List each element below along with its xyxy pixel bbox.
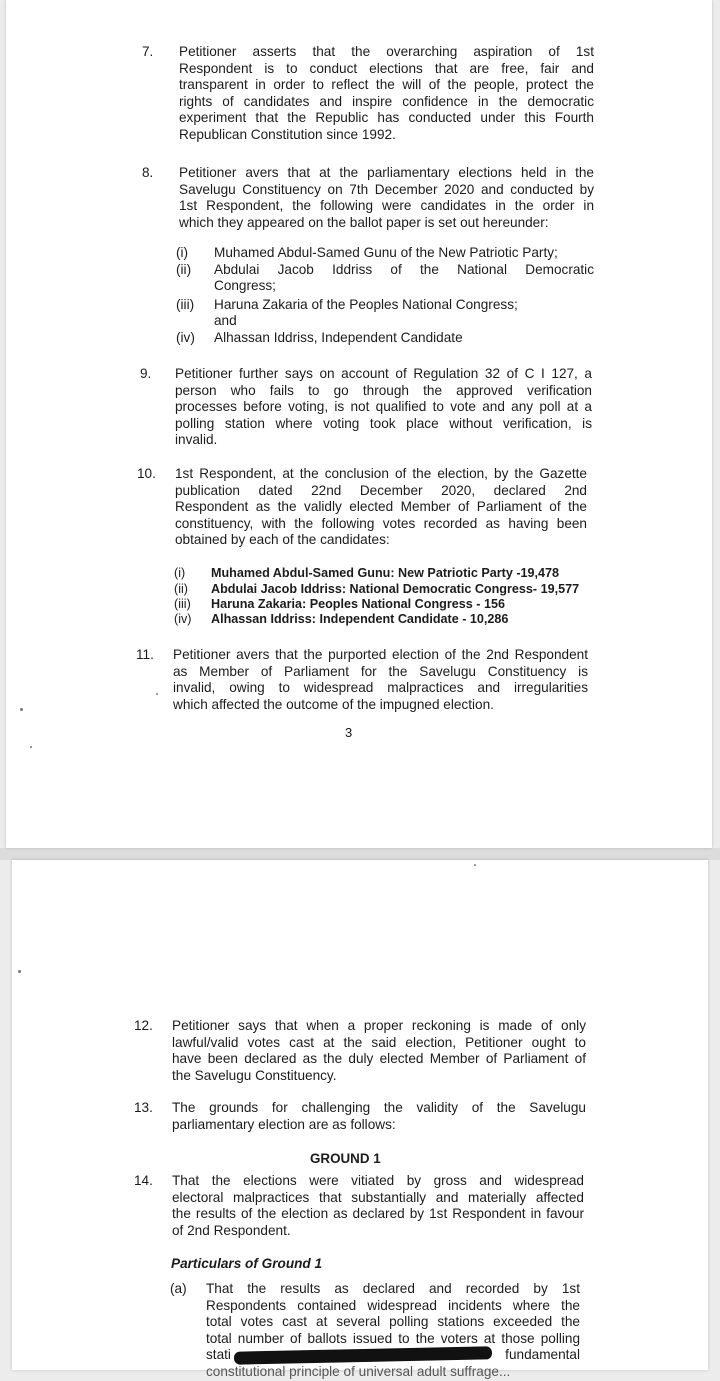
page-number: 3 <box>345 725 353 740</box>
text-line: Savelugu Constituency on 7th December 2020 and conducted by <box>179 181 594 197</box>
document-page-4 <box>12 860 708 1379</box>
list-item-text <box>214 330 594 346</box>
paragraph-text <box>175 466 587 549</box>
text-fragment: stati <box>206 1347 231 1363</box>
paragraph-number: 7. <box>142 44 154 59</box>
paragraph-number: 9. <box>140 366 152 381</box>
text-line: have been declared as the duly elected Member of Parliament of <box>172 1051 586 1067</box>
page-gap <box>0 848 720 860</box>
list-item-text <box>214 297 594 330</box>
text-line: Muhamed Abdul-Samed Gunu of the New Patriotic Party; <box>214 245 558 260</box>
text-line: obtained by each of the candidates: <box>175 532 390 548</box>
scan-speck <box>30 746 32 748</box>
text-line: processes before voting, is not qualified to vote and any poll at a <box>175 399 592 415</box>
list-marker: (iii) <box>174 597 191 611</box>
text-line: polling station where voting took place without verification, is <box>175 415 592 431</box>
text-line: Respondents contained widespread incidents where the <box>206 1297 580 1313</box>
text-line: constituency, with the following votes recorded as having been <box>175 515 587 531</box>
text-line: total votes cast at several polling stations exceeded the <box>206 1314 580 1330</box>
text-line: 1st Respondent, at the conclusion of the election, by the Gazette <box>175 466 587 481</box>
list-marker: (ii) <box>176 262 192 277</box>
paragraph-text <box>172 1100 586 1133</box>
text-line: Muhamed Abdul-Samed Gunu: New Patriotic Party -19,478 <box>211 566 560 580</box>
paragraph-text <box>206 1281 580 1381</box>
list-marker: (ii) <box>174 582 188 596</box>
list-marker: (i) <box>176 245 189 260</box>
text-line: the Savelugu Constituency. <box>172 1067 337 1083</box>
text-line: parliamentary election are as follows: <box>172 1116 396 1132</box>
text-line: Respondent is to conduct elections that are free, fair and <box>179 60 594 76</box>
text-line: invalid, owing to widespread malpractices and irregularities <box>173 680 588 696</box>
text-line: Abdulai Jacob Iddriss of the National Democratic <box>214 262 594 277</box>
paragraph-text <box>179 165 594 231</box>
document-page-3 <box>6 0 712 848</box>
text-line: Haruna Zakaria: Peoples National Congress - 156 <box>211 597 505 611</box>
text-line: Petitioner asserts that the overarching aspiration of 1st <box>179 44 594 59</box>
text-line: 1st Respondent, the following were candidates in the order in <box>179 198 594 214</box>
text-line: Petitioner avers that the purported election of the 2nd Respondent <box>173 647 588 662</box>
text-line: Abdulai Jacob Iddriss: National Democratic Congress- 19,577 <box>211 582 580 596</box>
text-line: Congress; <box>214 278 276 294</box>
scan-speck <box>20 708 23 711</box>
text-line: which they appeared on the ballot paper is set out hereunder: <box>179 214 549 230</box>
text-line: Petitioner avers that at the parliamentary elections held in the <box>179 165 594 180</box>
text-fragment: fundamental <box>505 1347 580 1363</box>
text-line: publication dated 22nd December 2020, declared 2nd <box>175 482 587 498</box>
particulars-heading: Particulars of Ground 1 <box>171 1256 323 1271</box>
scan-speck <box>474 864 476 866</box>
text-line: Alhassan Iddriss: Independent Candidate - 10,286 <box>211 612 509 626</box>
list-marker: (iv) <box>174 612 192 626</box>
text-line: transparent in order to reflect the will of the people, protect the <box>179 77 594 93</box>
paragraph-number: 8. <box>142 165 154 180</box>
text-line: which affected the outcome of the impugned election. <box>173 696 494 712</box>
text-line: Alhassan Iddriss, Independent Candidate <box>214 330 463 345</box>
text-line: Petitioner says that when a proper reckoning is made of only <box>172 1018 586 1033</box>
text-line: the results of the election as declared by 1st Respondent in favour <box>172 1206 584 1222</box>
text-line: That the elections were vitiated by gross and widespread <box>172 1173 584 1188</box>
paragraph-number: 14. <box>134 1173 153 1188</box>
text-line: total number of ballots issued to the voters at those polling <box>206 1330 580 1346</box>
paragraph-text <box>172 1018 586 1084</box>
text-line: as Member of Parliament for the Savelugu Constituency is <box>173 663 588 679</box>
text-line: The grounds for challenging the validity of the Savelugu <box>172 1100 586 1115</box>
text-line: rights of candidates and inspire confidence in the democratic <box>179 93 594 109</box>
text-line: That the results as declared and recorded by 1st <box>206 1281 580 1296</box>
list-marker: (i) <box>174 566 186 580</box>
text-line: Republican Constitution since 1992. <box>179 126 396 142</box>
ground-heading: GROUND 1 <box>310 1151 381 1166</box>
scan-speck <box>18 970 21 973</box>
text-line: person who fails to go through the approved verification <box>175 382 592 398</box>
list-marker: (iv) <box>176 330 195 345</box>
text-line: electoral malpractices that substantially and materially affected <box>172 1189 584 1205</box>
text-line: lawful/valid votes cast at the said election, Petitioner ought to <box>172 1034 586 1050</box>
list-item-text <box>214 245 594 261</box>
scan-speck <box>156 693 158 695</box>
text-line: Haruna Zakaria of the Peoples National Congress; <box>214 297 518 312</box>
paragraph-text <box>172 1173 584 1239</box>
paragraph-number: 11. <box>136 647 154 662</box>
paragraph-number: 10. <box>137 466 156 481</box>
list-item-text <box>211 597 594 613</box>
paragraph-text <box>179 44 594 144</box>
text-line: constitutional principle of universal adult suffrage... <box>206 1363 511 1379</box>
list-item-text <box>211 566 594 582</box>
list-item-text <box>211 582 594 598</box>
list-item-text <box>211 612 594 628</box>
text-line: invalid. <box>175 432 218 448</box>
list-marker: (iii) <box>176 297 195 312</box>
text-line: of 2nd Respondent. <box>172 1222 291 1238</box>
list-item-text <box>214 262 594 295</box>
paragraph-text <box>175 366 592 449</box>
text-line: Petitioner further says on account of Regulation 32 of C I 127, a <box>175 366 592 381</box>
text-line: and <box>214 313 237 329</box>
text-line: experiment that the Republic has conducted under this Fourth <box>179 110 594 126</box>
paragraph-number: 13. <box>134 1100 153 1115</box>
paragraph-text <box>173 647 588 713</box>
text-line: Respondent as the validly elected Member of Parliament of the <box>175 499 587 515</box>
particular-label: (a) <box>170 1281 187 1296</box>
paragraph-number: 12. <box>134 1018 153 1033</box>
